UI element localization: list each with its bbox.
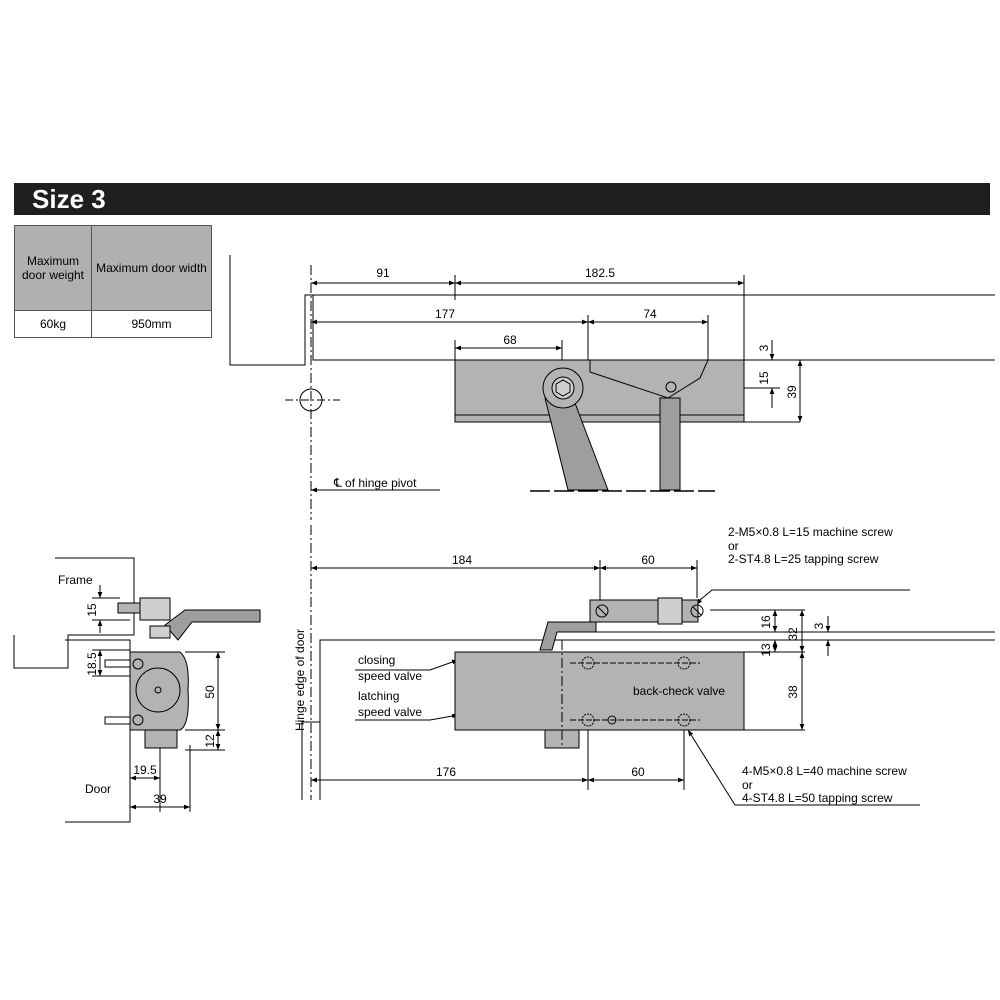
hinge-pivot-label: ℄ of hinge pivot — [334, 476, 417, 490]
hinge-edge-label: Hinge edge of door — [293, 628, 307, 732]
dim-176: 176 — [435, 765, 457, 779]
dim-3-front: 3 — [812, 622, 826, 630]
dim-39-top: 39 — [785, 385, 799, 399]
dim-60-top: 60 — [641, 553, 655, 567]
screw-top-line2: or — [728, 539, 739, 553]
frame-label: Frame — [58, 573, 93, 587]
max-width-value: 950mm — [92, 311, 212, 338]
dim-18-5: 18.5 — [85, 652, 99, 676]
dim-38: 38 — [786, 685, 800, 699]
screw-bottom-line3: 4-ST4.8 L=50 tapping screw — [742, 791, 893, 805]
dim-19-5: 19.5 — [133, 763, 157, 777]
dim-68: 68 — [503, 333, 517, 347]
dim-50: 50 — [203, 685, 217, 699]
max-weight-value: 60kg — [15, 311, 92, 338]
side-view — [14, 558, 225, 822]
closing-line1: closing — [358, 653, 396, 667]
screw-top-line3: 2-ST4.8 L=25 tapping screw — [728, 552, 879, 566]
dim-15-side: 15 — [85, 603, 99, 617]
screw-bottom-line2: or — [742, 778, 753, 792]
back-check-label: back-check valve — [633, 684, 726, 698]
screw-top-line1: 2-M5×0.8 L=15 machine screw — [728, 525, 893, 539]
dim-3-top: 3 — [757, 344, 771, 352]
dim-91: 91 — [376, 266, 390, 280]
door-label: Door — [85, 782, 112, 796]
closing-line2: speed valve — [358, 669, 423, 683]
dim-13: 13 — [759, 643, 773, 657]
dim-184: 184 — [451, 553, 473, 567]
closer-body-front — [455, 598, 744, 748]
dim-177: 177 — [434, 307, 456, 321]
latching-line2: speed valve — [358, 705, 423, 719]
dim-74: 74 — [643, 307, 657, 321]
max-width-header: Maximum door width — [92, 226, 212, 311]
dim-15-top: 15 — [757, 371, 771, 385]
door-outline — [313, 295, 995, 360]
max-weight-header: Maximum door weight — [15, 226, 92, 311]
dim-39-side: 39 — [153, 792, 167, 806]
page-title: Size 3 — [32, 184, 106, 214]
closer-body-top — [455, 360, 744, 491]
dim-182-5: 182.5 — [584, 266, 616, 280]
dim-32: 32 — [786, 627, 800, 641]
dim-60-bottom: 60 — [631, 765, 645, 779]
latching-line1: latching — [358, 689, 400, 703]
dim-12: 12 — [203, 734, 217, 748]
screw-bottom-line1: 4-M5×0.8 L=40 machine screw — [742, 764, 907, 778]
dim-16: 16 — [759, 615, 773, 629]
